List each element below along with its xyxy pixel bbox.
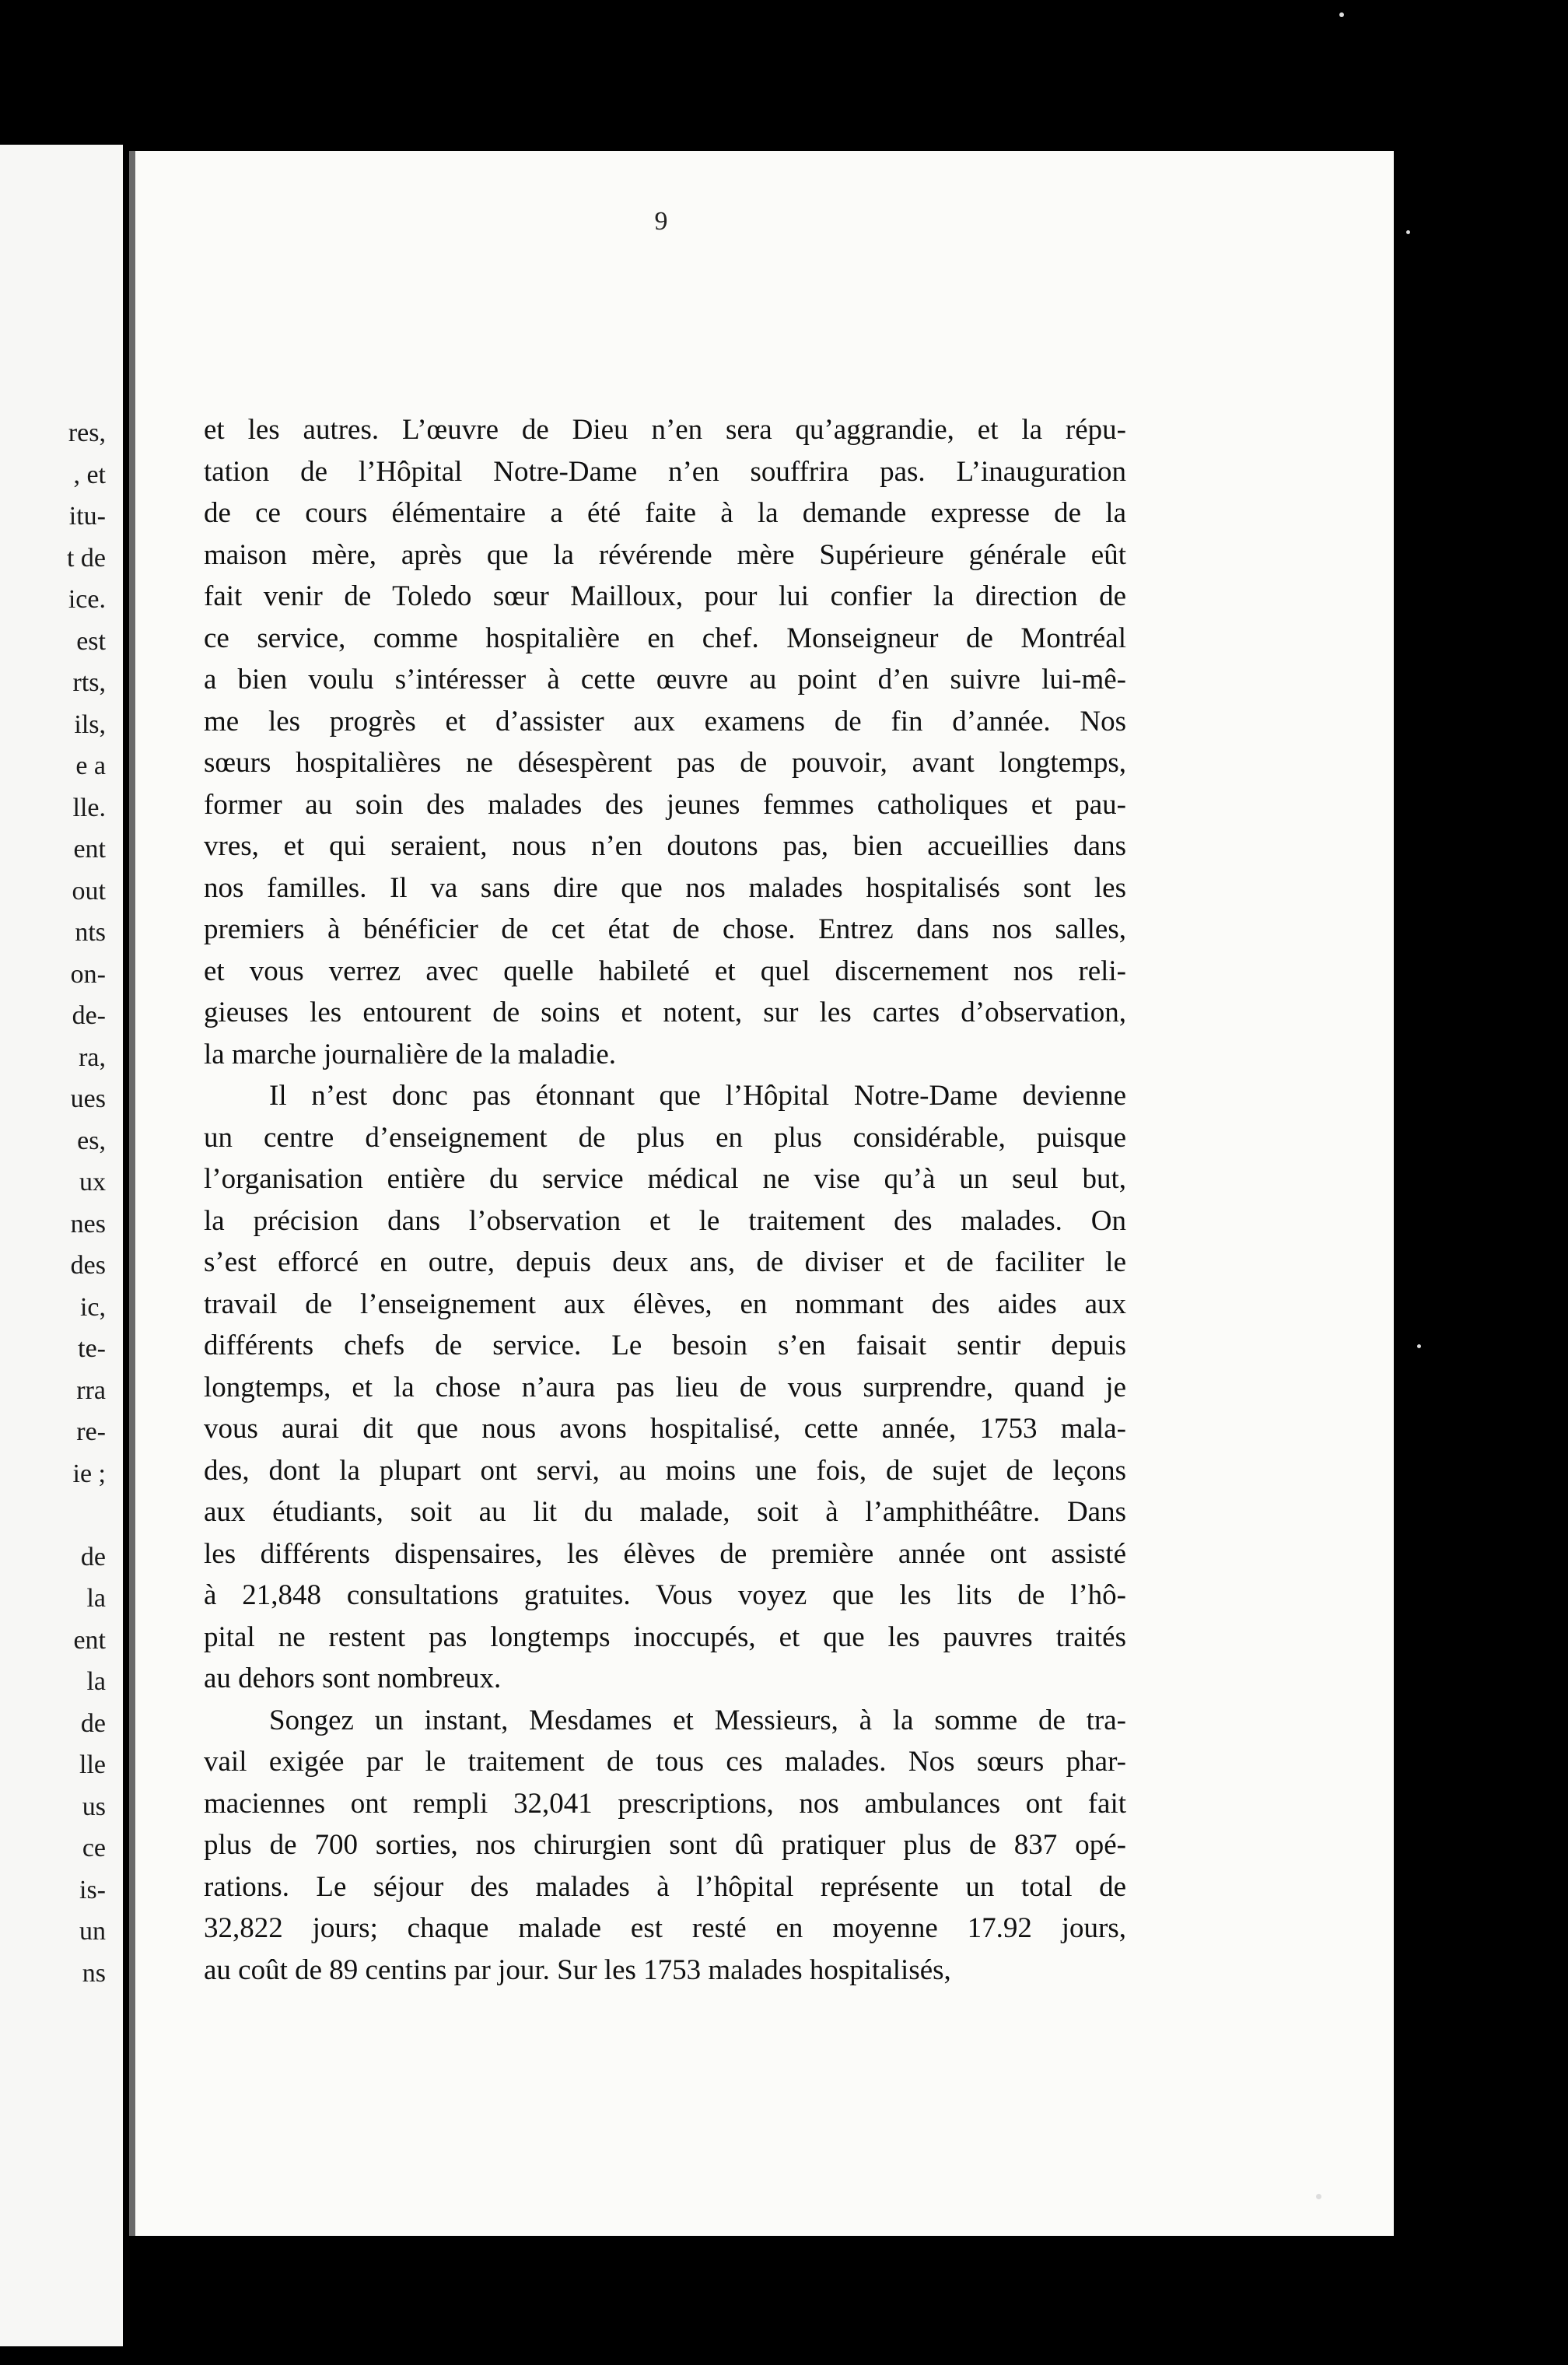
scan-speck — [1316, 2194, 1321, 2199]
left-page-fragment: t de — [66, 543, 106, 573]
paragraph — [204, 1075, 1126, 1700]
text-line: fait venir de Toledo sœur Mailloux, pour lui confier la direction de — [204, 580, 1126, 612]
text-line: au coût de 89 centins par jour. Sur les 1753 malades hospitalisés, — [204, 1953, 951, 1986]
text-line: vail exigée par le traitement de tous ces malades. Nos sœurs phar- — [204, 1746, 1126, 1778]
text-line: premiers à bénéficier de cet état de chose. Entrez dans nos salles, — [204, 913, 1126, 945]
left-page-fragment: rts, — [72, 668, 106, 697]
text-line: 32,822 jours; chaque malade est resté en moyenne 17.92 jours, — [204, 1912, 1126, 1944]
text-line: nos familles. Il va sans dire que nos malades hospitalisés sont les — [204, 871, 1126, 904]
page-number: 9 — [654, 207, 668, 236]
text-line: à 21,848 consultations gratuites. Vous voyez que les lits de l’hô- — [204, 1579, 1126, 1611]
left-page-fragment: , et — [73, 460, 106, 489]
text-line: s’est efforcé en outre, depuis deux ans, de diviser et de faciliter le — [204, 1246, 1126, 1278]
left-page-fragment: e a — [75, 752, 106, 780]
text-line: maison mère, après que la révérende mère Supérieure générale eût — [204, 538, 1126, 571]
text-line: Songez un instant, Mesdames et Messieurs, à la somme de tra- — [269, 1704, 1126, 1736]
text-line: un centre d’enseignement de plus en plus considérable, puisque — [204, 1121, 1126, 1154]
text-line: au dehors sont nombreux. — [204, 1663, 502, 1694]
left-page-fragment: la — [86, 1667, 106, 1696]
left-page-fragment: de- — [72, 1001, 106, 1030]
text-line: la précision dans l’observation et le traitement des malades. On — [204, 1204, 1126, 1237]
paragraph — [204, 1700, 1126, 1992]
left-page-fragment: ic, — [79, 1292, 106, 1322]
left-page-fragment: out — [72, 876, 106, 906]
text-line: des, dont la plupart ont servi, au moins une fois, de sujet de leçons — [204, 1454, 1126, 1487]
left-page-fragment: us — [82, 1792, 106, 1821]
left-page-fragment: ux — [79, 1168, 106, 1197]
left-page-fragment: lle. — [72, 793, 106, 822]
text-line: tation de l’Hôpital Notre-Dame n’en souffrira pas. L’inauguration — [204, 455, 1126, 488]
text-line: et vous verrez avec quelle habileté et quel discernement nos reli- — [204, 955, 1126, 987]
body-text — [204, 409, 1126, 1991]
text-line: vres, et qui seraient, nous n’en doutons pas, bien accueillies dans — [204, 830, 1126, 862]
text-line: sœurs hospitalières ne désespèrent pas de pouvoir, avant longtemps, — [204, 747, 1126, 779]
paragraph — [204, 409, 1126, 1075]
text-line: l’organisation entière du service médical ne vise qu’à un seul but, — [204, 1163, 1126, 1195]
text-line: former au soin des malades des jeunes femmes catholiques et pau- — [204, 788, 1126, 821]
left-page-fragment: ent — [73, 1625, 106, 1655]
text-line: me les progrès et d’assister aux examens de fin d’année. Nos — [204, 705, 1126, 738]
left-page-fragment: ues — [70, 1084, 106, 1113]
text-line: de ce cours élémentaire a été faite à la demande expresse de la — [204, 497, 1126, 529]
text-line: rations. Le séjour des malades à l’hôpital représente un total de — [204, 1870, 1126, 1903]
left-page-fragment: ice. — [68, 585, 106, 614]
left-page-fragment: te- — [78, 1334, 106, 1363]
left-page-fragment: lle — [79, 1750, 106, 1779]
text-line: ce service, comme hospitalière en chef. Monseigneur de Montréal — [204, 622, 1126, 654]
left-page-fragment: ie ; — [72, 1459, 106, 1488]
left-page-fragment: un — [79, 1917, 106, 1946]
left-page-edge — [0, 145, 123, 2346]
left-page-fragment: itu- — [68, 502, 106, 531]
left-page-fragment: la — [86, 1584, 106, 1613]
left-page-fragment: rra — [76, 1375, 106, 1405]
left-page-fragment: ra, — [79, 1042, 106, 1072]
left-page-fragment: nts — [75, 918, 106, 947]
text-line: Il n’est donc pas étonnant que l’Hôpital Notre-Dame devienne — [269, 1080, 1126, 1112]
left-page-fragment: de — [80, 1708, 106, 1738]
text-line: gieuses les entourent de soins et notent, sur les cartes d’observation, — [204, 997, 1126, 1028]
text-line: a bien voulu s’intéresser à cette œuvre au point d’en suivre lui-mê- — [204, 664, 1126, 695]
text-line: différents chefs de service. Le besoin s’en faisait sentir depuis — [204, 1330, 1126, 1361]
left-page-fragment: ce — [82, 1834, 106, 1862]
left-page-fragment: nes — [70, 1209, 106, 1239]
text-line: et les autres. L’œuvre de Dieu n’en sera qu’aggrandie, et la répu- — [204, 414, 1126, 446]
text-line: pital ne restent pas longtemps inoccupés, et que les pauvres traités — [204, 1620, 1126, 1653]
left-page-fragment: on- — [70, 959, 106, 989]
left-page-fragment: de — [80, 1542, 106, 1571]
left-page-fragment: ns — [82, 1958, 106, 1988]
text-line: vous aurai dit que nous avons hospitalisé, cette année, 1753 mala- — [204, 1413, 1126, 1445]
scan-speck — [1339, 12, 1344, 17]
text-line: les différents dispensaires, les élèves de première année ont assisté — [204, 1537, 1126, 1570]
left-page-fragment: es, — [77, 1126, 106, 1155]
left-page-fragment: des — [70, 1251, 106, 1280]
left-page-fragment: is- — [79, 1875, 106, 1904]
left-page-fragment: ent — [73, 835, 106, 864]
left-page-fragment: ils, — [74, 710, 106, 739]
text-line: longtemps, et la chose n’aura pas lieu de vous surprendre, quand je — [204, 1371, 1126, 1403]
text-line: aux étudiants, soit au lit du malade, soit à l’amphithéâtre. Dans — [204, 1496, 1126, 1528]
left-page-fragment: re- — [76, 1417, 106, 1446]
text-line: maciennes ont rempli 32,041 prescriptions, nos ambulances ont fait — [204, 1787, 1126, 1820]
scan-speck — [1417, 1344, 1421, 1348]
left-page-fragment: est — [76, 626, 106, 656]
text-line: travail de l’enseignement aux élèves, en nommant des aides aux — [204, 1288, 1126, 1320]
left-page-fragment: res, — [68, 419, 106, 447]
scan-speck — [1406, 230, 1410, 234]
text-line: plus de 700 sorties, nos chirurgien sont dû pratiquer plus de 837 opé- — [204, 1829, 1126, 1861]
text-line: la marche journalière de la maladie. — [204, 1038, 617, 1070]
